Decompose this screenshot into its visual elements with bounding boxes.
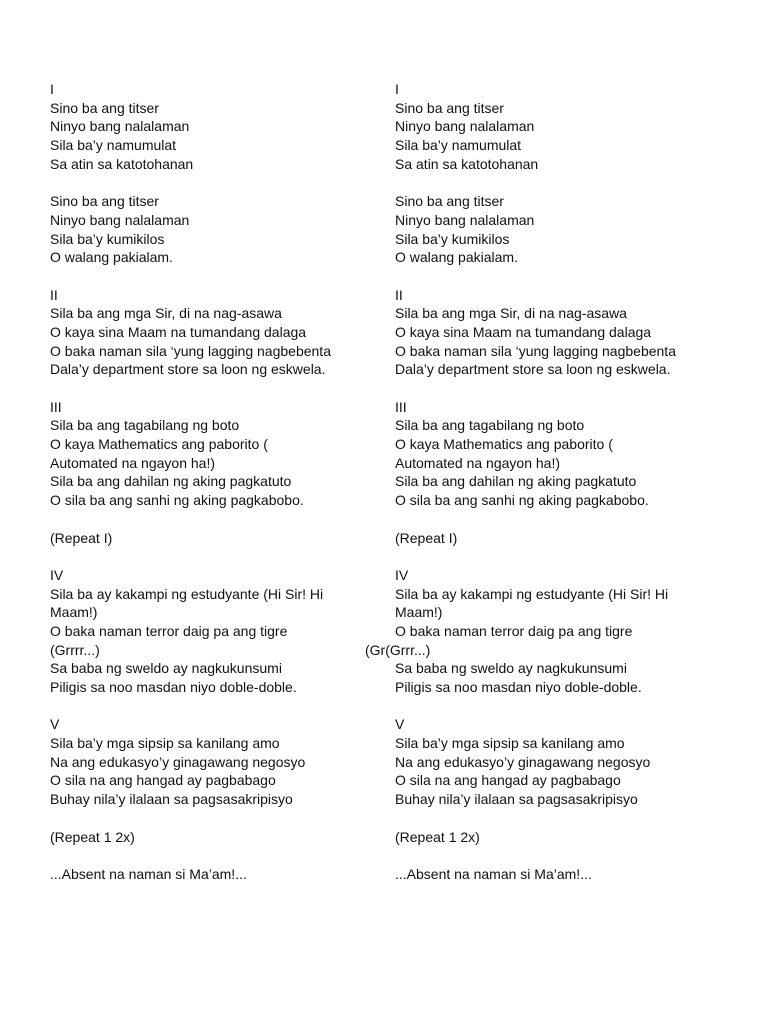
lyric-line: Buhay nila’y ilalaan sa pagsasakripisyo (395, 791, 638, 808)
lyrics-column-right (365, 80, 735, 884)
lyric-line: Sino ba ang titser (50, 193, 159, 210)
lyric-line: III (395, 398, 407, 415)
lyric-line: (Repeat I) (395, 529, 458, 546)
lyric-line: O sila na ang hangad ay pagbabago (395, 772, 621, 789)
lyric-line: Ninyo bang nalalaman (50, 211, 190, 228)
blank-line (395, 510, 735, 529)
blank-line (50, 809, 390, 828)
lyric-line: Ninyo bang nalalaman (395, 211, 535, 228)
lyric-line: (Repeat 1 2x) (50, 828, 135, 845)
lyric-line: IV (395, 566, 409, 583)
lyrics-column-left (50, 80, 390, 884)
blank-line (50, 846, 390, 865)
lyric-line: Sa atin sa katotohanan (50, 155, 194, 172)
lyric-line: (Grrrr...) (50, 641, 100, 658)
lyric-line: O kaya sina Maam na tumandang dalaga (395, 323, 652, 340)
lyric-line: II (395, 286, 403, 303)
blank-line (395, 379, 735, 398)
lyric-line: Na ang edukasyo’y ginagawang negosyo (50, 753, 306, 770)
lyric-line: Sila ba ay kakampi ng estudyante (Hi Sir! Hi (50, 585, 324, 602)
lyric-line: O walang pakialam. (395, 249, 518, 266)
lyric-line: V (50, 716, 60, 733)
lyric-line: Maam!) (50, 604, 98, 621)
lyric-line: II (50, 286, 58, 303)
lyric-line: Piligis sa noo masdan niyo doble-doble. (395, 679, 642, 695)
lyric-line: Sila ba ang mga Sir, di na nag-asawa (50, 305, 282, 322)
lyric-line: Sila ba ang tagabilang ng boto (395, 417, 585, 434)
lyric-line: Na ang edukasyo’y ginagawang negosyo (395, 753, 651, 770)
blank-line (395, 697, 735, 716)
lyric-line: Sila ba’y kumikilos (50, 230, 165, 247)
blank-line (50, 697, 390, 716)
lyric-line: Ninyo bang nalalaman (50, 118, 190, 135)
blank-line (395, 267, 735, 286)
lyric-line: (Repeat 1 2x) (395, 828, 480, 845)
lyric-line: O kaya Mathematics ang paborito ( (50, 436, 268, 453)
blank-line (50, 510, 390, 529)
lyric-line: O baka naman sila ‘yung lagging nagbebenta (395, 342, 676, 359)
blank-line (50, 379, 390, 398)
lyric-line: O sila ba ang sanhi ng aking pagkabobo. (395, 492, 649, 509)
lyric-line: Sila ba ang dahilan ng aking pagkatuto (395, 473, 637, 490)
blank-line (50, 547, 390, 566)
lyric-line: Automated na ngayon ha!) (395, 454, 561, 471)
lyric-line: O walang pakialam. (50, 249, 173, 266)
lyric-line: O sila na ang hangad ay pagbabago (50, 772, 276, 789)
lyric-line: Sino ba ang titser (395, 99, 504, 116)
lyric-line: ...Absent na naman si Ma’am!... (50, 865, 247, 882)
lyric-line: (Gr(Grrr...) (365, 641, 431, 658)
blank-line (395, 846, 735, 865)
lyric-line: V (395, 716, 405, 733)
lyric-line: III (50, 398, 62, 415)
lyric-line: O kaya Mathematics ang paborito ( (395, 436, 613, 453)
lyric-line: I (50, 81, 54, 97)
lyric-line: Sila ba’y namumulat (395, 137, 522, 154)
lyric-line: Sa atin sa katotohanan (395, 155, 539, 172)
blank-line (395, 547, 735, 566)
lyric-line: Sila ba ang dahilan ng aking pagkatuto (50, 473, 292, 490)
lyric-line: O sila ba ang sanhi ng aking pagkabobo. (50, 492, 304, 509)
lyric-line: Sila ba’y mga sipsip sa kanilang amo (395, 735, 625, 752)
blank-line (395, 809, 735, 828)
lyric-line: Sino ba ang titser (395, 193, 504, 210)
lyric-line: ...Absent na naman si Ma’am!... (395, 865, 592, 882)
lyric-line: Sila ba ay kakampi ng estudyante (Hi Sir! Hi (395, 585, 669, 602)
lyric-line: I (395, 81, 399, 97)
blank-line (50, 267, 390, 286)
lyric-line: Sila ba ang tagabilang ng boto (50, 417, 240, 434)
lyric-line: Sa baba ng sweldo ay nagkukunsumi (50, 660, 282, 677)
lyric-line: Sino ba ang titser (50, 99, 159, 116)
blank-line (395, 173, 735, 192)
lyric-line: Automated na ngayon ha!) (50, 454, 216, 471)
lyric-line: Sila ba ang mga Sir, di na nag-asawa (395, 305, 627, 322)
blank-line (50, 173, 390, 192)
lyric-line: Dala’y department store sa loon ng eskwela. (395, 361, 671, 378)
lyric-line: Sa baba ng sweldo ay nagkukunsumi (395, 660, 627, 677)
lyric-line: Sila ba’y namumulat (50, 137, 177, 154)
lyric-line: Piligis sa noo masdan niyo doble-doble. (50, 679, 297, 695)
lyric-line: Buhay nila’y ilalaan sa pagsasakripisyo (50, 791, 293, 808)
lyric-line: (Repeat I) (50, 529, 113, 546)
lyric-line: O baka naman terror daig pa ang tigre (395, 622, 633, 639)
lyric-line: Maam!) (395, 604, 443, 621)
lyric-line: Ninyo bang nalalaman (395, 118, 535, 135)
lyric-line: Sila ba’y mga sipsip sa kanilang amo (50, 735, 280, 752)
lyric-line: IV (50, 566, 64, 583)
lyric-line: O baka naman terror daig pa ang tigre (50, 622, 288, 639)
lyric-line: O kaya sina Maam na tumandang dalaga (50, 323, 307, 340)
lyric-line: Dala’y department store sa loon ng eskwela. (50, 361, 326, 378)
lyric-line: O baka naman sila ‘yung lagging nagbebenta (50, 342, 331, 359)
lyric-line: Sila ba’y kumikilos (395, 230, 510, 247)
